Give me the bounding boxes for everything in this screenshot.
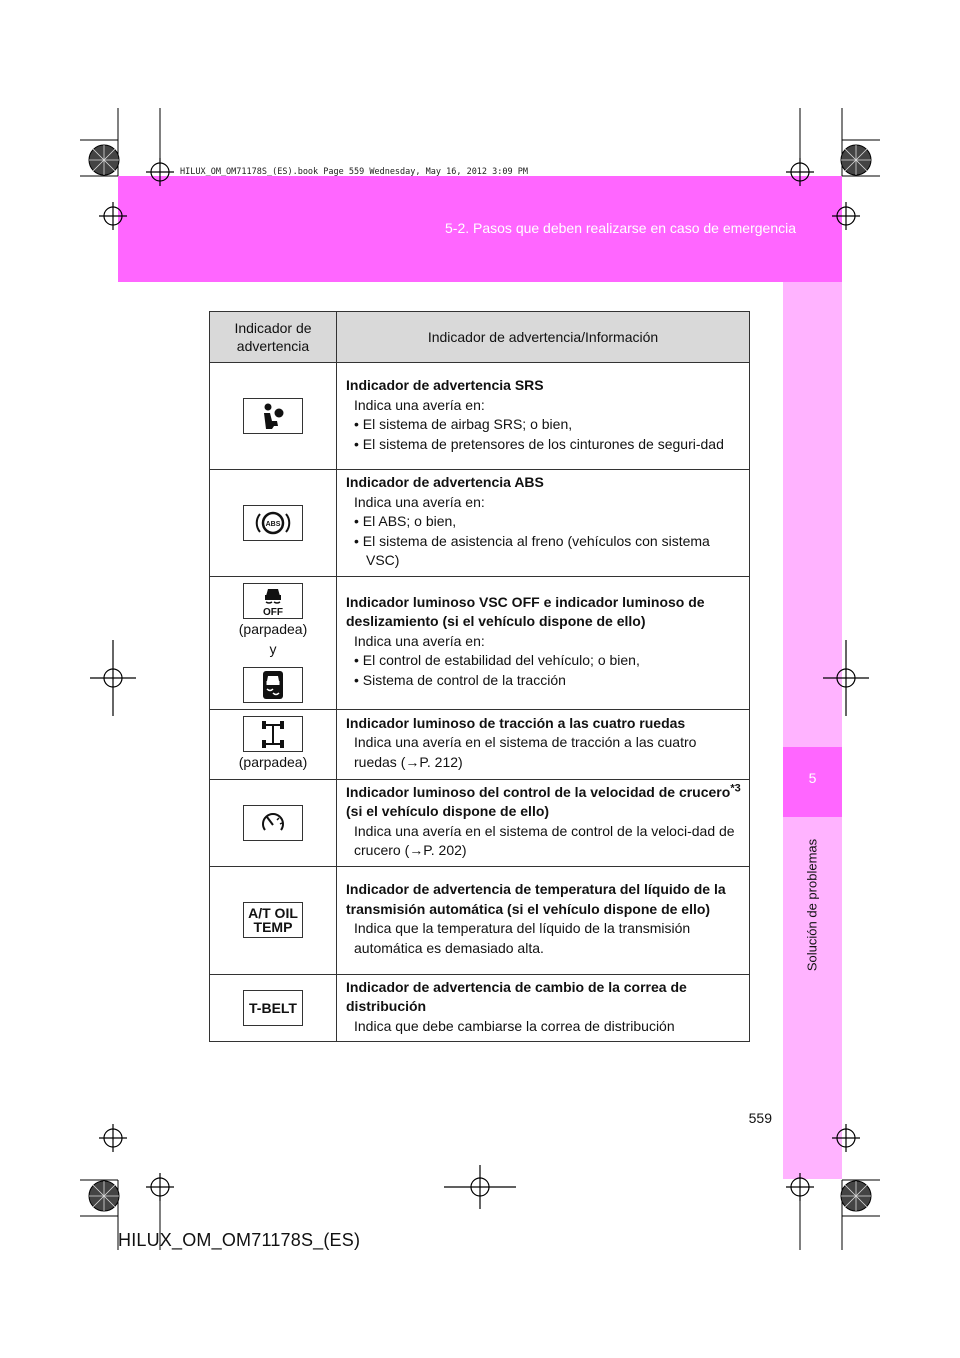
table-row — [210, 470, 750, 577]
row-title-tail: (si el vehículo dispone de ello) — [346, 803, 550, 819]
row-intro: Indica una avería en el sistema de tracción a las cuatro ruedas (→P. 212) — [354, 734, 697, 770]
row-title-main: Indicador luminoso del control de la velocidad de crucero — [346, 783, 731, 800]
table-header-row — [210, 312, 750, 363]
row-intro: Indica una avería en: — [354, 493, 485, 510]
icon-cell — [210, 779, 337, 866]
text-cell — [337, 974, 750, 1042]
row-intro: Indica una avería en: — [354, 632, 485, 649]
table-row — [210, 576, 750, 709]
text-cell — [337, 779, 750, 866]
row-bullet: • El control de estabilidad del vehículo; o bien, — [354, 652, 640, 669]
row-bullet: • El sistema de asistencia al freno (vehículos con sistema VSC) — [354, 532, 710, 568]
row-title: Indicador de advertencia de temperatura del líquido de la transmisión automática (si el vehículo dispone de ello) — [346, 881, 726, 917]
table-row — [210, 974, 750, 1042]
row-bullet: • Sistema de control de la tracción — [354, 671, 566, 688]
srs-airbag-icon — [243, 398, 303, 434]
at-oil-temp-icon — [243, 902, 303, 938]
icon-text: T-BELT — [249, 999, 297, 1016]
table-row — [210, 363, 750, 470]
document-code: HILUX_OM_OM71178S_(ES) — [118, 1230, 361, 1250]
warning-indicator-table — [209, 311, 750, 1042]
svg-text:OFF: OFF — [263, 606, 283, 618]
footnote-ref: *3 — [730, 781, 741, 794]
page-number: 559 — [748, 1110, 772, 1126]
section-title: 5-2. Pasos que deben realizarse en caso de emergencia — [445, 220, 796, 236]
row-title: Indicador de advertencia de cambio de la correa de distribución — [346, 978, 687, 1014]
row-bullet: • El sistema de pretensores de los cinturones de seguri-dad — [354, 435, 724, 452]
four-wheel-drive-icon — [243, 716, 303, 752]
chapter-number: 5 — [808, 770, 817, 786]
icon-text: TEMP — [253, 919, 293, 935]
table-row — [210, 866, 750, 974]
text-cell — [337, 866, 750, 974]
svg-text:ABS: ABS — [265, 520, 281, 528]
vsc-off-icon — [243, 583, 303, 619]
cruise-control-icon — [243, 805, 303, 841]
col-header-info: Indicador de advertencia/Información — [337, 312, 750, 363]
icon-cell — [210, 576, 337, 709]
row-bullet: • El sistema de airbag SRS; o bien, — [354, 416, 573, 432]
text-cell — [337, 576, 750, 709]
row-title — [346, 783, 743, 822]
abs-icon — [243, 505, 303, 541]
row-intro: Indica que debe cambiarse la correa de distribución — [354, 1017, 675, 1034]
table-row — [210, 709, 750, 779]
icon-cell — [210, 363, 337, 470]
icon-cell — [210, 470, 337, 577]
icon-cell — [210, 866, 337, 974]
row-title: Indicador luminoso de tracción a las cuatro ruedas — [346, 714, 686, 731]
text-cell — [337, 363, 750, 470]
row-bullet: • El ABS; o bien, — [354, 513, 457, 529]
icon-caption: (parpadea) — [238, 620, 308, 637]
col-header-indicator: Indicador de advertencia — [210, 312, 337, 363]
row-intro: Indica una avería en el sistema de control de la veloci-dad de crucero (→P. 202) — [354, 822, 735, 858]
row-title: Indicador luminoso VSC OFF e indicador luminoso de deslizamiento (si el vehículo dispone de ello) — [346, 593, 705, 630]
icon-conjunction: y — [269, 640, 277, 657]
icon-cell — [210, 974, 337, 1042]
icon-cell — [210, 709, 337, 779]
table-row — [210, 779, 750, 866]
t-belt-icon — [243, 990, 303, 1026]
row-title: Indicador de advertencia ABS — [346, 474, 544, 490]
icon-text: A/T OIL — [248, 905, 298, 921]
chapter-label: Solución de problemas — [804, 838, 820, 972]
file-stamp: HILUX_OM_OM71178S_(ES).book Page 559 Wednesday, May 16, 2012 3:09 PM — [180, 167, 528, 177]
row-title: Indicador de advertencia SRS — [346, 377, 544, 393]
text-cell — [337, 709, 750, 779]
text-cell — [337, 470, 750, 577]
slip-indicator-icon — [243, 667, 303, 703]
icon-caption: (parpadea) — [238, 754, 308, 770]
row-intro: Indica una avería en: — [354, 396, 485, 413]
row-intro: Indica que la temperatura del líquido de la transmisión automática es demasiado alta. — [354, 920, 691, 956]
